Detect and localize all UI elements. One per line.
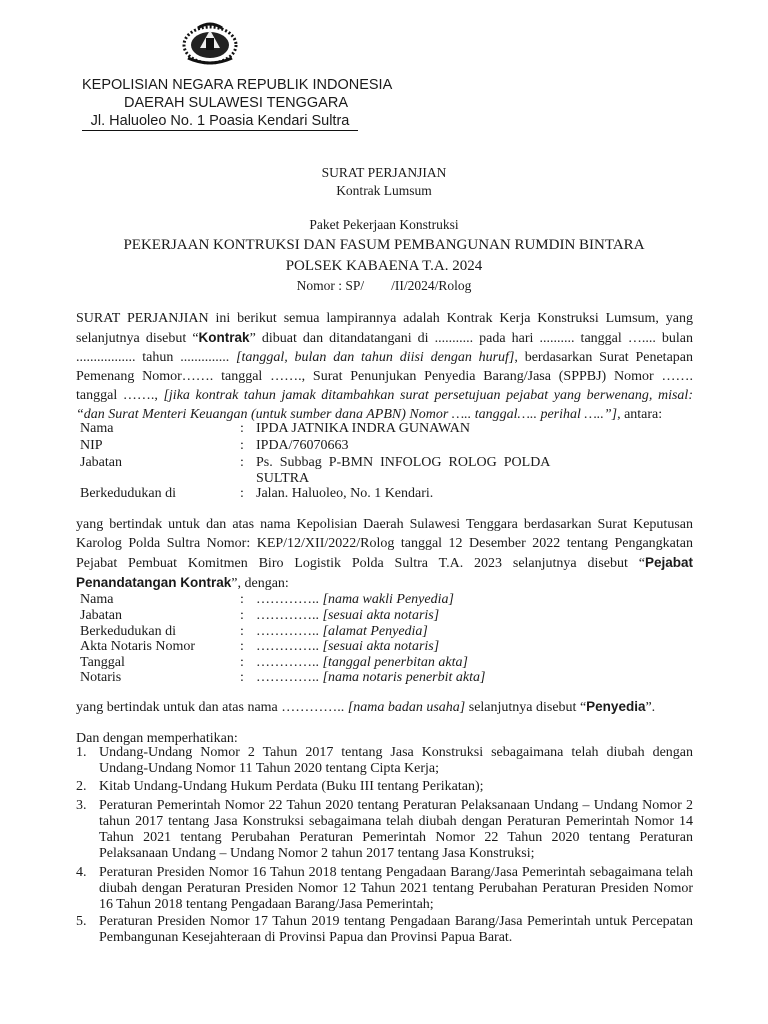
letterhead-address: Jl. Haluoleo No. 1 Poasia Kendari Sultra: [82, 113, 358, 131]
party1-statement: yang bertindak untuk dan atas nama Kepolisian Daerah Sulawesi Tenggara berdasarkan Surat Keputusan Karolog Polda Sultra Nomor: KEP/12/XII/2022/Rolog tanggal 12 Desember 2022 tentang Pengangkatan Pejabat Pembuat Komitmen Biro Logistik Polda Sultra T.A. 2023 selanjutnya disebut “Pejabat Penandatangan Kontrak”, dengan:: [76, 517, 693, 591]
party2-statement: yang bertindak untuk dan atas nama ………….. [nama badan usaha] selanjutnya disebut “Penyedia”.: [76, 699, 656, 715]
police-emblem-logo: [178, 18, 242, 68]
intro-paragraph: SURAT PERJANJIAN ini berikut semua lampirannya adalah Kontrak Kerja Konstruksi Lumsum, yang selanjutnya disebut “Kontrak” dibuat dan ditandatangani di ........... pada hari .......... tanggal ….... bulan ................. tahun .............. [tanggal, bulan dan tahun diisi dengan huruf], berdasarkan Surat Penetapan Pemenang Nomor……. tanggal ……., Surat Penunjukan Penyedia Barang/Jasa (SPPBJ) Nomor ……. tanggal ……., [jika kontrak tahun jamak ditambahkan surat persetujuan pejabat yang berwenang, misal: “dan Surat Menteri Keuangan (untuk sumber dana APBN) Nomor ….. tanggal….. perihal …..”], antara:: [76, 311, 694, 422]
doc-type-title: SURAT PERJANJIAN: [321, 165, 447, 180]
letterhead-line2: DAERAH SULAWESI TENGGARA: [124, 95, 348, 111]
official-signatory-term: Pejabat Penandatangan Kontrak: [76, 555, 693, 590]
kontrak-term: Kontrak: [198, 330, 250, 345]
project-title-line2: POLSEK KABAENA T.A. 2024: [285, 258, 483, 274]
letterhead-line1: KEPOLISIAN NEGARA REPUBLIK INDONESIA: [82, 77, 393, 93]
provider-term: Penyedia: [586, 699, 646, 714]
package-label: Paket Pekerjaan Konstruksi: [309, 217, 459, 232]
considering-heading: Dan dengan memperhatikan:: [76, 731, 238, 746]
project-title-line1: PEKERJAAN KONTRUKSI DAN FASUM PEMBANGUNAN RUMDIN BINTARA: [123, 237, 645, 253]
contract-number: Nomor : SP/ /II/2024/Rolog: [296, 278, 472, 293]
doc-subtype: Kontrak Lumsum: [336, 183, 432, 198]
